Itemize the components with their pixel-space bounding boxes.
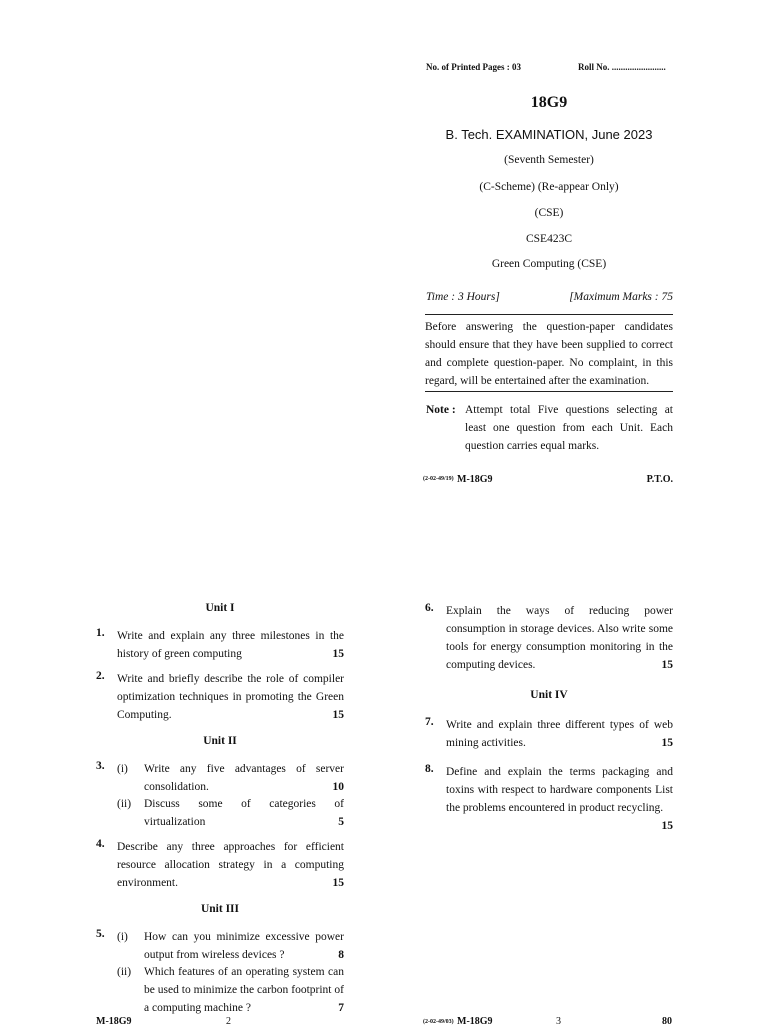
question-4-marks: 15 bbox=[332, 877, 344, 889]
question-3-part-ii-label: (ii) bbox=[117, 798, 132, 810]
question-8 bbox=[446, 763, 673, 835]
question-5-part-i-text: How can you minimize excessive power output from wireless devices ? bbox=[144, 931, 344, 961]
unit-3-heading: Unit III bbox=[200, 903, 240, 915]
question-1-text: Write and explain any three milestones in the history of green computing bbox=[117, 630, 344, 660]
question-7-marks: 15 bbox=[661, 737, 673, 749]
question-2 bbox=[117, 670, 344, 724]
unit-2-heading: Unit II bbox=[203, 735, 237, 747]
question-4 bbox=[117, 838, 344, 892]
question-7 bbox=[446, 716, 673, 752]
question-3-number: 3. bbox=[96, 760, 105, 772]
question-5-part-i bbox=[144, 928, 344, 964]
question-5-part-ii bbox=[144, 963, 344, 1017]
question-5-part-ii-text: Which features of an operating system can be used to minimize the carbon footprint of a computing machine ? bbox=[144, 966, 344, 1014]
question-4-text: Describe any three approaches for efficient resource allocation strategy in a computing environment. bbox=[117, 841, 344, 889]
question-1-marks: 15 bbox=[332, 648, 344, 660]
paper-code: 18G9 bbox=[530, 94, 568, 111]
question-7-number: 7. bbox=[425, 716, 434, 728]
semester: (Seventh Semester) bbox=[504, 154, 594, 166]
question-1 bbox=[117, 627, 344, 663]
instructions-text: Before answering the question-paper candidates should ensure that they have been supplied to correct and complete question-paper. No complaint, in this regard, will be entertained after the examination. bbox=[425, 321, 673, 387]
page1-footer-small-code: (2-02-49/19) bbox=[423, 476, 454, 482]
question-6-number: 6. bbox=[425, 602, 434, 614]
question-3-part-i-label: (i) bbox=[117, 763, 128, 775]
scheme: (C-Scheme) (Re-appear Only) bbox=[479, 181, 619, 193]
unit-1-heading: Unit I bbox=[205, 602, 235, 614]
exam-title: B. Tech. EXAMINATION, June 2023 bbox=[445, 127, 653, 142]
course-name: Green Computing (CSE) bbox=[491, 258, 607, 270]
roll-number: Roll No. ........................ bbox=[578, 62, 666, 72]
question-4-number: 4. bbox=[96, 838, 105, 850]
question-2-text: Write and briefly describe the role of compiler optimization techniques in promoting the Green Computing. bbox=[117, 673, 344, 721]
page1-pto: P.T.O. bbox=[646, 474, 673, 485]
branch: (CSE) bbox=[534, 207, 564, 219]
printed-pages: No. of Printed Pages : 03 bbox=[426, 62, 521, 72]
question-5-part-ii-label: (ii) bbox=[117, 966, 132, 978]
page3-footer-small-code: (2-02-49/03) bbox=[423, 1019, 454, 1025]
question-6 bbox=[446, 602, 673, 674]
question-5-part-i-marks: 8 bbox=[338, 949, 344, 961]
time-allowed: Time : 3 Hours] bbox=[426, 291, 500, 303]
maximum-marks: [Maximum Marks : 75 bbox=[569, 291, 673, 303]
course-code: CSE423C bbox=[525, 233, 572, 245]
note-text: Attempt total Five questions selecting at least one question from each Unit. Each question carries equal marks. bbox=[465, 404, 673, 452]
page1-footer-code: M-18G9 bbox=[457, 474, 493, 485]
question-8-text: Define and explain the terms packaging and toxins with respect to hardware components List the problems encountered in product recycling. bbox=[446, 766, 673, 814]
question-3-part-i bbox=[144, 760, 344, 796]
question-6-text: Explain the ways of reducing power consumption in storage devices. Also write some tools for energy consumption monitoring in the computing devices. bbox=[446, 605, 673, 671]
question-3-part-i-marks: 10 bbox=[332, 781, 344, 793]
question-5-number: 5. bbox=[96, 928, 105, 940]
note-label: Note : bbox=[426, 404, 456, 416]
question-3-part-i-text: Write any five advantages of server consolidation. bbox=[144, 763, 344, 793]
question-3-part-ii-marks: 5 bbox=[338, 816, 344, 828]
question-7-text: Write and explain three different types of web mining activities. bbox=[446, 719, 673, 749]
question-1-number: 1. bbox=[96, 627, 105, 639]
question-6-marks: 15 bbox=[661, 659, 673, 671]
question-3-part-ii bbox=[144, 795, 344, 831]
question-5-part-i-label: (i) bbox=[117, 931, 128, 943]
question-2-number: 2. bbox=[96, 670, 105, 682]
rule-bottom bbox=[425, 391, 673, 392]
question-2-marks: 15 bbox=[332, 709, 344, 721]
unit-4-heading: Unit IV bbox=[530, 689, 568, 701]
page2-footer-code: M-18G9 bbox=[96, 1016, 132, 1027]
question-5-part-ii-marks: 7 bbox=[338, 1002, 344, 1014]
page3-number: 3 bbox=[556, 1016, 561, 1027]
rule-top bbox=[425, 314, 673, 315]
page3-footer-code: M-18G9 bbox=[457, 1016, 493, 1027]
page3-count: 80 bbox=[662, 1016, 672, 1027]
question-8-marks: 15 bbox=[661, 820, 673, 832]
page2-number: 2 bbox=[226, 1016, 231, 1027]
question-3-part-ii-text: Discuss some of categories of virtualization bbox=[144, 798, 344, 828]
question-8-number: 8. bbox=[425, 763, 434, 775]
